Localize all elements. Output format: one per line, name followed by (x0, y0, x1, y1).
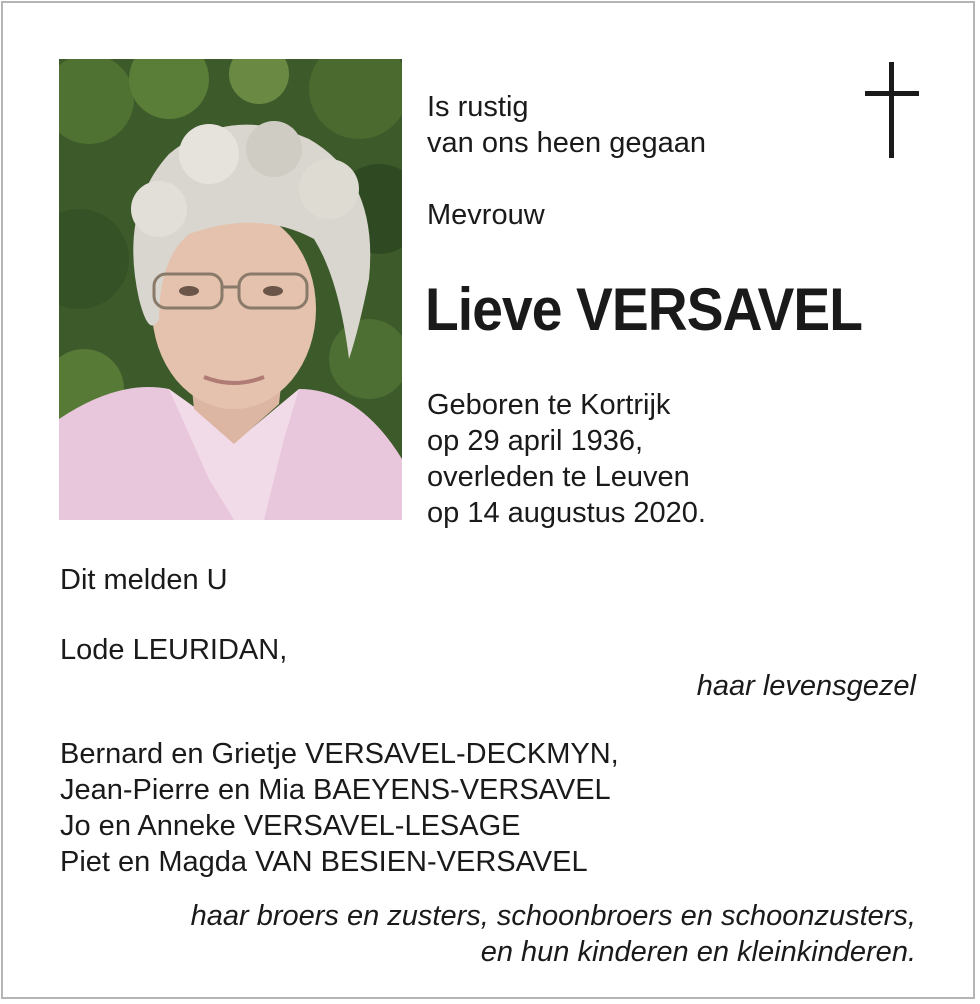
family-list (60, 736, 619, 880)
family-member: Bernard en Grietje VERSAVEL-DECKMYN, (60, 738, 619, 770)
birth-death-line: op 29 april 1936, (427, 425, 644, 457)
birth-death-details (427, 387, 706, 531)
birth-death-line: op 14 augustus 2020. (427, 497, 706, 529)
closing-line: haar broers en zusters, schoonbroers en schoonzusters, (190, 900, 916, 932)
family-member: Jean-Pierre en Mia BAEYENS-VERSAVEL (60, 774, 611, 806)
birth-death-line: overleden te Leuven (427, 461, 690, 493)
announced-by: Dit melden U (60, 564, 228, 596)
partner-relation: haar levensgezel (696, 670, 916, 702)
closing-text (191, 898, 916, 970)
portrait-photo (59, 59, 402, 520)
closing-line: en hun kinderen en kleinkinderen. (480, 936, 916, 968)
deceased-name: Lieve VERSAVEL (425, 276, 863, 343)
cross-icon (862, 62, 922, 160)
family-member: Jo en Anneke VERSAVEL-LESAGE (60, 810, 521, 842)
intro-line: Is rustig (427, 91, 529, 123)
intro-text (427, 89, 706, 161)
birth-death-line: Geboren te Kortrijk (427, 389, 671, 421)
partner-name: Lode LEURIDAN, (60, 634, 288, 666)
honorific-title: Mevrouw (427, 199, 545, 231)
family-member: Piet en Magda VAN BESIEN-VERSAVEL (60, 846, 588, 878)
intro-line: van ons heen gegaan (427, 127, 706, 159)
